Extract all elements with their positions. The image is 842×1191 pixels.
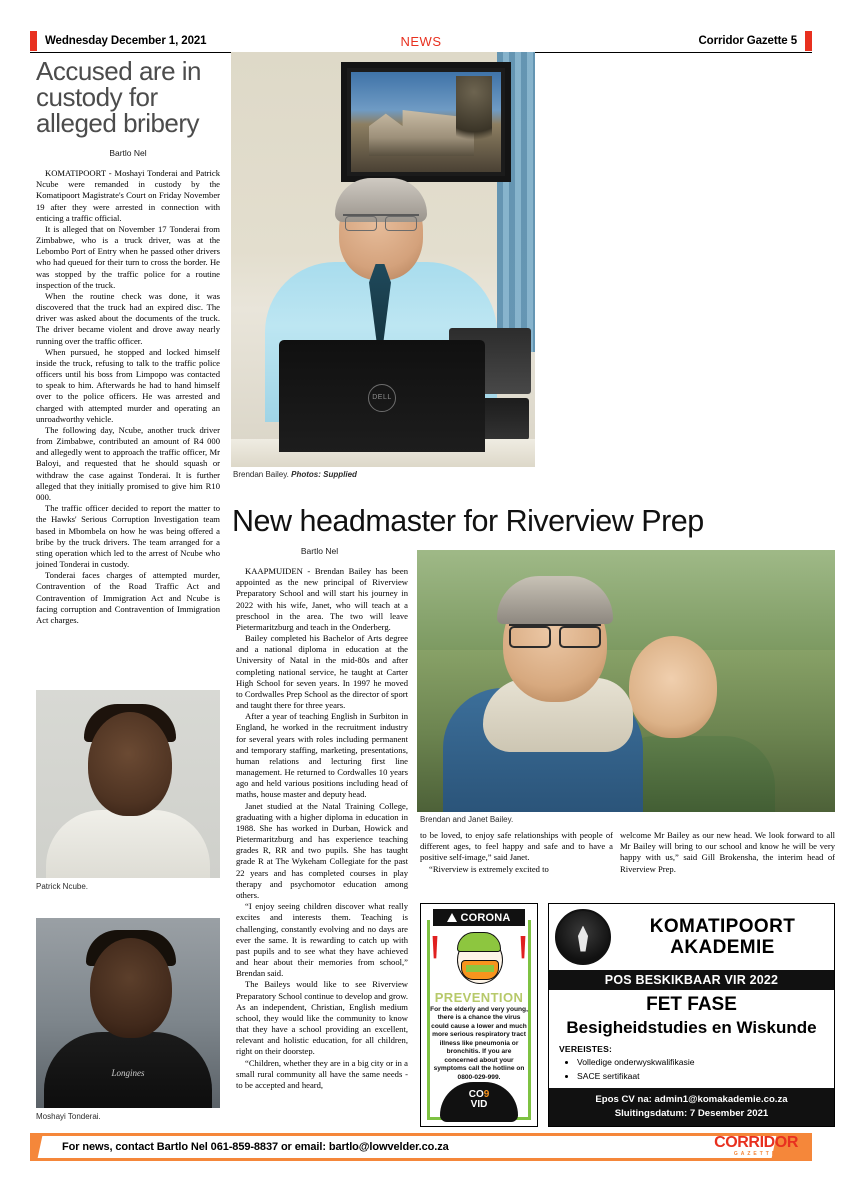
footer-logo-sub: GAZETTE: [733, 1151, 779, 1157]
photo-laptop: [279, 340, 485, 452]
ad-akademie-title-line1: KOMATIPOORT: [649, 915, 796, 937]
corridor-gazette-logo: [714, 1135, 798, 1158]
ad-akademie-header: [549, 904, 834, 970]
photo-tree: [456, 76, 492, 156]
requirement-item: • Volledige onderwyskwalifikasie: [577, 1056, 695, 1070]
feature-paragraph: “I enjoy seeing children discover what really excites and interests them. Teaching is challenging, constantly evolving and no days are ever the same. It is rewarding to catch up with past pupils and to see what they have achieved and hear about their memories from school,” Brendan said.: [236, 901, 408, 979]
ad-akademie-footer: [549, 1088, 834, 1126]
face-mask: [461, 960, 499, 980]
photo-patrick-ncube: [36, 690, 220, 878]
footer-contact-text: For news, contact Bartlo Nel 061-859-8837 or email: bartlo@lowvelder.co.za: [62, 1141, 449, 1153]
ad-akademie-title-line2: AKADEMIE: [670, 937, 775, 958]
ad-prevention-body: For the elderly and very young, there is a chance the virus could cause a lower and much more serious respiratory tract illness like pneumonia or bronchitis. If you are concerned about your symptoms call the hotline on 0800-029-999.: [430, 1006, 528, 1081]
masked-face-icon: [451, 930, 507, 986]
feature-paragraph: “Riverview is extremely excited to: [429, 863, 549, 874]
feature-paragraph: KAAPMUIDEN - Brendan Bailey has been appointed as the new principal of Riverview Preparatory School and will start his journey in 2022 with his wife, Janet, who will teach at a preschool in the area. The two will leave Pietermaritzburg and teach in the Onderberg.: [236, 566, 408, 632]
lead-paragraph: The following day, Ncube, another truck driver from Zimbabwe, contributed an amount of R4 000 and allegedly went to approach the traffic officer, Mr Baloyi, and requested that he should squash or withdraw the case against Tonderai. It is further alleged that they initially promised to give him R10 000.: [36, 424, 220, 502]
lead-byline: Bartlo Nel: [109, 148, 147, 158]
lead-paragraph: When pursued, he stopped and locked himself inside the truck, refusing to talk to the traffic police officers until his boss from Limpopo was contacted to speak to him. Afterwards he had to hand himself over to the police officers. He was arrested and charged with attempted murder and operating an unroadworthy vehicle.: [36, 346, 220, 424]
lead-headline: Accused are in custody for alleged bribery: [36, 56, 201, 138]
requirement-item: • SACE sertifikaat: [577, 1070, 695, 1084]
feature-paragraph: The Baileys would like to see Riverview Preparatory School continue to develop and grow. As an independent, Christian, English medium school, they would like the community to know that they have a school providing an excellent, relevant and holistic education, for all children, right on their doorstep.: [236, 979, 408, 1057]
lead-paragraph: It is alleged that on November 17 Tonderai from Zimbabwe, who is a truck driver, was at the Lebombo Port of Entry when he passed other drivers who had queued for their turn to cross the border. He was stopped by the traffic police for a routine inspection of the truck.: [36, 223, 220, 290]
page-footer-bar: [30, 1133, 812, 1161]
caption-photo-credit: Photos: Supplied: [291, 470, 357, 479]
ad-corona-prevention[interactable]: [420, 903, 538, 1127]
feature-paragraph: Bailey completed his Bachelor of Arts degree and a national diploma in education at the University of Natal in the mid-80s and after completing national service, he taught at Carter High School for seven years. In 1997 he moved to Cordwalles Prep School as the director of sport and taught there for three years.: [236, 633, 408, 711]
lead-body-text: [36, 168, 220, 626]
dell-logo-icon: DELL: [368, 384, 396, 412]
ad-corona-title: CORONA: [460, 911, 511, 924]
feature-paragraph: to be loved, to enjoy safe relationships with people of different ages, to feel happy and safe and to have a positive self-image,” said Janet.: [420, 830, 613, 863]
masthead-section-label: NEWS: [400, 33, 442, 49]
photo-wall-picture-frame: [341, 62, 511, 182]
ad-akademie-subjects: Besigheidstudies en Wiskunde: [566, 1018, 817, 1037]
lead-paragraph: Tonderai faces charges of attempted murder, Contravention of the Road Traffic Act and Contravention of Immigration Act and Ncube is facing corruption and Contravention of Immigration Act charges.: [36, 570, 220, 625]
caption-subject: Brendan Bailey.: [233, 470, 289, 479]
lead-story-column: [36, 58, 220, 626]
feature-paragraph: Janet studied at the Natal Training College, graduating with a higher diploma in education in 1988. She has worked in Durban, Howick and Pietermaritzburg and has experience teaching grades R, RR and two pupils. She has taught grade R at The Wykeham Collegiate for the past 22 years and has completed courses in play therapy and psychomotor education among others.: [236, 800, 408, 900]
masthead: [30, 30, 812, 53]
covid-logo-vid: VID: [470, 1098, 488, 1110]
feature-byline: Bartlo Nel: [300, 546, 339, 556]
feature-paragraph: “Children, whether they are in a big city or in a small rural community all have the same needs - to be accepted and heard,: [236, 1057, 408, 1090]
photo-glasses: [343, 214, 419, 229]
photo-moshayi-tonderai: [36, 918, 220, 1108]
photo-framed-image: [351, 72, 501, 172]
feature-body-column-1: [236, 566, 408, 1091]
photo-man-hair: [497, 576, 613, 624]
ad-corona-title-bar: [433, 909, 525, 926]
photo-man-glasses: [509, 624, 601, 644]
covid-logo-nine: 9: [483, 1089, 490, 1100]
lead-paragraph: KOMATIPOORT - Moshayi Tonderai and Patrick Ncube were remanded in custody by the Komatipoort Magistrate's Court on Friday November 19 after they were arrested in connection with enticing a traffic official.: [36, 168, 220, 223]
covid-logo-co: CO: [468, 1089, 484, 1100]
photo-shirt: [46, 810, 210, 878]
ad-akademie-closing-date: Sluitingsdatum: 7 Desember 2021: [614, 1108, 769, 1120]
caption-brendan-and-janet-bailey: Brendan and Janet Bailey.: [420, 815, 514, 824]
photo-background: [417, 550, 835, 650]
photo-face: [88, 712, 172, 816]
ad-akademie-strip: POS BESKIKBAAR VIR 2022: [549, 970, 834, 990]
ad-akademie-phase: FET FASE: [646, 994, 737, 1015]
photo-brendan-and-janet-bailey: [417, 550, 835, 812]
feature-body-column-2: [420, 830, 613, 875]
ad-akademie-email-line: Epos CV na: admin1@komakademie.co.za: [595, 1094, 788, 1105]
ad-akademie-requirements-label: VEREISTES:: [559, 1044, 613, 1054]
school-crest-icon: [555, 909, 611, 965]
feature-body-column-3: [620, 830, 835, 875]
masthead-publication: Corridor Gazette 5: [698, 35, 797, 47]
lead-paragraph: The traffic officer decided to report the matter to the Hawks' Serious Corruption Investigation team based in Mbombela on how he was being offered a bribe by the truck drivers. The team arranged for a sting operation which led to the arrest of Ncube who joined Tonderai in custody.: [36, 503, 220, 570]
masthead-date: Wednesday December 1, 2021: [45, 35, 207, 47]
caption-patrick-ncube: Patrick Ncube.: [36, 882, 89, 891]
warning-triangle-icon: [447, 913, 457, 922]
photo-brendan-bailey-office: [231, 52, 535, 467]
footer-logo-main: CORRIDOR: [714, 1134, 798, 1151]
caption-moshayi-tonderai: Moshayi Tonderai.: [36, 1112, 101, 1121]
ad-komatipoort-akademie[interactable]: [548, 903, 835, 1127]
ad-akademie-requirements-list: [563, 1056, 695, 1084]
feature-paragraph: After a year of teaching English in Surbiton in England, he worked in the recruitment industry for several years with roles including permanent and temporary staffing, marketing, presentations, human relations and lecturing first line management. He returned to Cordwalles 10 years ago and held various positions including head of maths, house master and deputy head.: [236, 711, 408, 800]
photo-woman-face: [629, 636, 717, 738]
ad-prevention-label: PREVENTION: [434, 990, 524, 1005]
caption-brendan-bailey: [233, 470, 537, 479]
feature-paragraph: welcome Mr Bailey as our new head. We look forward to all Mr Bailey will bring to our school and know he will be very happy with us,” said Gill Brokensha, the interim head of Riverview Prep.: [620, 830, 835, 874]
lead-paragraph: When the routine check was done, it was discovered that the truck had an expired disc. The driver was asked about the documents of the truck. The driver became violent and drove away nearly running over the traffic officer.: [36, 290, 220, 346]
ad-akademie-title: [611, 916, 834, 959]
photo-shirt-logo: Longines: [111, 1068, 145, 1078]
photo-face: [90, 938, 172, 1038]
feature-headline: New headmaster for Riverview Prep: [232, 504, 704, 538]
face-hair: [457, 932, 501, 952]
